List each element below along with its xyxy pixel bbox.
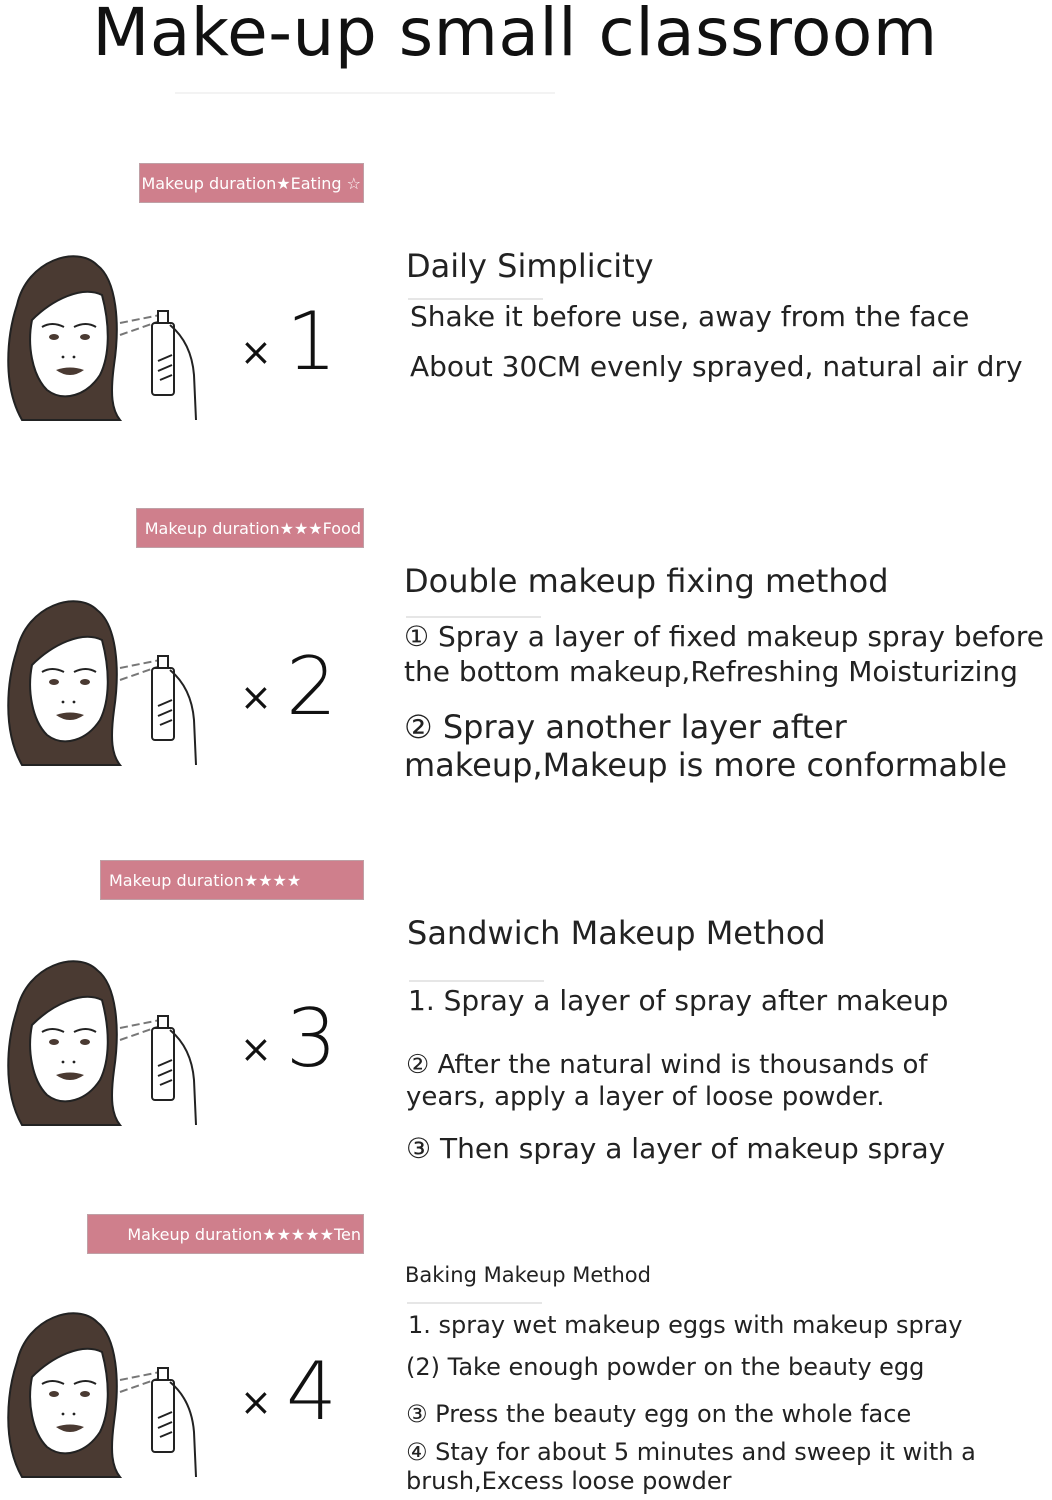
instruction-line: makeup,Makeup is more conformable: [404, 746, 1008, 784]
spray-count: 2: [286, 640, 337, 733]
spray-count: 1: [286, 295, 337, 388]
duration-badge: Makeup duration★★★★★Ten: [87, 1214, 364, 1254]
instruction-line: ② Spray another layer after: [404, 708, 847, 746]
woman-spray-illustration: [2, 245, 212, 425]
duration-badge: Makeup duration★★★Food: [136, 508, 364, 548]
instruction-line: ① Spray a layer of fixed makeup spray before: [404, 620, 1044, 653]
times-icon: ×: [240, 675, 272, 719]
instruction-line: ③ Press the beauty egg on the whole face: [406, 1400, 912, 1428]
times-icon: ×: [240, 1027, 272, 1071]
instruction-line: brush,Excess loose powder: [406, 1467, 732, 1495]
title-underline: [175, 92, 555, 94]
duration-badge: Makeup duration★Eating ☆: [139, 163, 364, 203]
instruction-line: the bottom makeup,Refreshing Moisturizing: [404, 655, 1018, 688]
times-icon: ×: [240, 330, 272, 374]
woman-spray-illustration: [2, 590, 212, 770]
spray-count: 4: [286, 1345, 337, 1438]
woman-spray-illustration: [2, 1302, 212, 1482]
heading-underline: [409, 980, 544, 982]
heading-underline: [406, 616, 541, 618]
instruction-line: Shake it before use, away from the face: [410, 300, 970, 333]
instruction-line: (2) Take enough powder on the beauty egg: [406, 1353, 925, 1381]
heading-underline: [407, 1302, 542, 1304]
method-heading: Double makeup fixing method: [404, 562, 889, 600]
times-icon: ×: [240, 1380, 272, 1424]
instruction-line: 1. spray wet makeup eggs with makeup spray: [408, 1311, 963, 1339]
instruction-line: ④ Stay for about 5 minutes and sweep it with a: [406, 1438, 976, 1466]
instruction-line: years, apply a layer of loose powder.: [406, 1082, 885, 1112]
spray-count: 3: [286, 992, 337, 1085]
method-heading: Daily Simplicity: [406, 247, 654, 285]
instruction-line: ③ Then spray a layer of makeup spray: [406, 1132, 946, 1165]
instruction-line: ② After the natural wind is thousands of: [406, 1050, 928, 1080]
duration-badge: Makeup duration★★★★: [100, 860, 364, 900]
instruction-line: 1. Spray a layer of spray after makeup: [408, 984, 949, 1017]
instruction-line: About 30CM evenly sprayed, natural air dry: [410, 350, 1023, 383]
method-heading: Sandwich Makeup Method: [407, 914, 826, 952]
page-title: Make-up small classroom: [92, 0, 938, 71]
woman-spray-illustration: [2, 950, 212, 1130]
method-heading: Baking Makeup Method: [405, 1263, 651, 1287]
